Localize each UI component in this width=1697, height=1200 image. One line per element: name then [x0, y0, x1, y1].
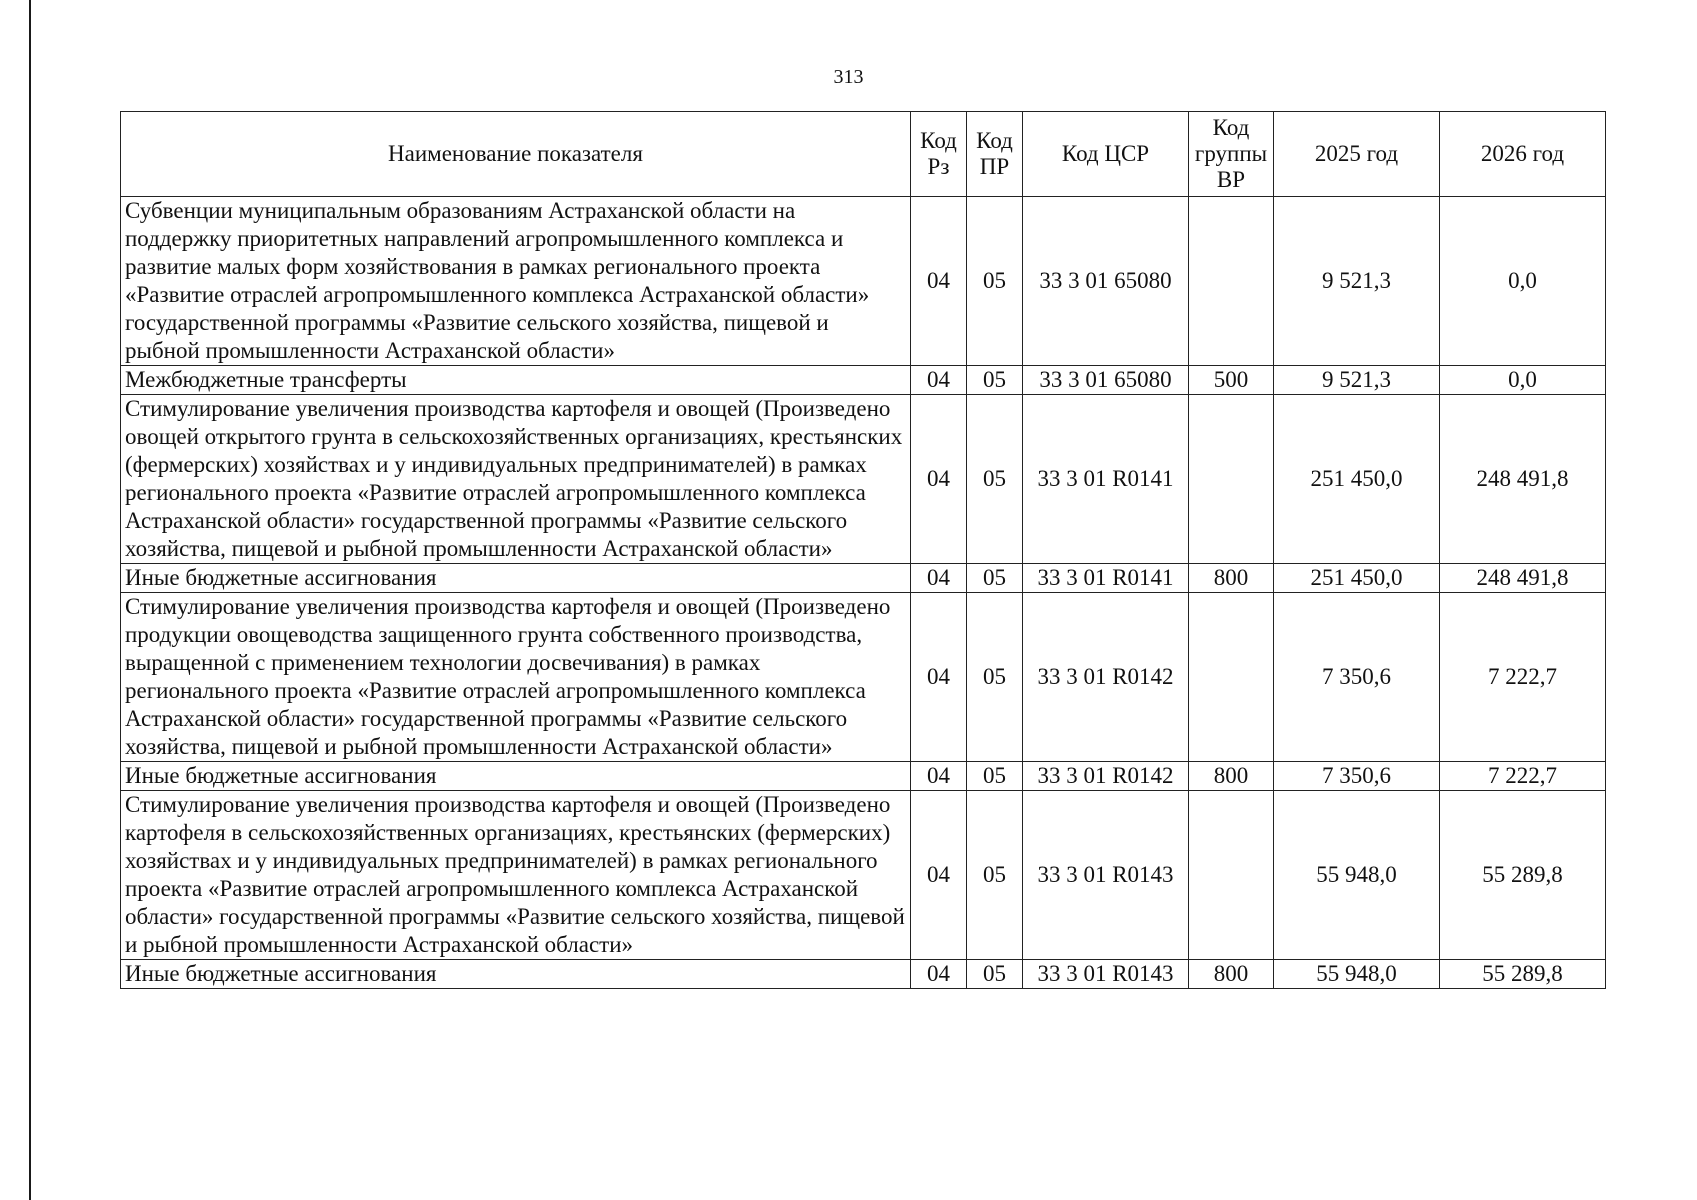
row-2026: 248 491,8: [1440, 395, 1606, 564]
row-2026: 7 222,7: [1440, 762, 1606, 791]
row-pr: 05: [967, 593, 1023, 762]
table-row: [121, 395, 1606, 564]
row-name: Иные бюджетные ассигнования: [121, 960, 911, 989]
row-csr: 33 3 01 65080: [1023, 197, 1189, 366]
row-name: Иные бюджетные ассигнования: [121, 564, 911, 593]
row-rz: 04: [911, 762, 967, 791]
row-vr: 800: [1189, 564, 1274, 593]
row-vr: [1189, 197, 1274, 366]
header-vr-line: ВР: [1216, 167, 1246, 192]
row-2026: 55 289,8: [1440, 791, 1606, 960]
table-row: [121, 593, 1606, 762]
header-pr-line: ПР: [979, 154, 1010, 179]
row-csr: 33 3 01 R0142: [1023, 593, 1189, 762]
row-rz: 04: [911, 593, 967, 762]
row-rz: 04: [911, 564, 967, 593]
row-vr: [1189, 791, 1274, 960]
table-row: [121, 197, 1606, 366]
row-rz: 04: [911, 197, 967, 366]
header-2025: 2025 год: [1274, 112, 1440, 197]
header-vr-line: Код: [1212, 115, 1250, 140]
row-2026: 0,0: [1440, 197, 1606, 366]
row-vr: [1189, 395, 1274, 564]
header-rz-line: Рз: [927, 154, 950, 179]
row-name: Стимулирование увеличения производства картофеля и овощей (Произведено овощей открытого грунта в сельскохозяйственных организациях, крестьянских (фермерских) хозяйствах и у индивидуальных предпринимателей) в рамках регионального проекта «Развитие отраслей агропромышленного комплекса Астраханской области» государственной программы «Развитие сельского хозяйства, пищевой и рыбной промышленности Астраханской области»: [121, 395, 911, 564]
row-rz: 04: [911, 395, 967, 564]
row-2025: 7 350,6: [1274, 762, 1440, 791]
header-2026: 2026 год: [1440, 112, 1606, 197]
row-vr: 800: [1189, 762, 1274, 791]
header-pr: [967, 112, 1023, 197]
row-name: Стимулирование увеличения производства картофеля и овощей (Произведено продукции овощеводства защищенного грунта собственного производства, выращенной с применением технологии досвечивания) в рамках регионального проекта «Развитие отраслей агропромышленного комплекса Астраханской области» государственной программы «Развитие сельского хозяйства, пищевой и рыбной промышленности Астраханской области»: [121, 593, 911, 762]
row-2025: 9 521,3: [1274, 366, 1440, 395]
table-row: [121, 762, 1606, 791]
row-rz: 04: [911, 366, 967, 395]
row-csr: 33 3 01 R0142: [1023, 762, 1189, 791]
row-pr: 05: [967, 762, 1023, 791]
row-2025: 55 948,0: [1274, 960, 1440, 989]
row-pr: 05: [967, 960, 1023, 989]
table-row: [121, 791, 1606, 960]
header-vr: [1189, 112, 1274, 197]
row-2026: 0,0: [1440, 366, 1606, 395]
page-number: 313: [833, 66, 864, 88]
row-2025: 55 948,0: [1274, 791, 1440, 960]
row-2025: 7 350,6: [1274, 593, 1440, 762]
row-name: Межбюджетные трансферты: [121, 366, 911, 395]
row-csr: 33 3 01 65080: [1023, 366, 1189, 395]
header-name: Наименование показателя: [121, 112, 911, 197]
row-name: Иные бюджетные ассигнования: [121, 762, 911, 791]
row-vr: [1189, 593, 1274, 762]
row-name: Субвенции муниципальным образованиям Астраханской области на поддержку приоритетных направлений агропромышленного комплекса и развитие малых форм хозяйствования в рамках регионального проекта «Развитие отраслей агропромышленного комплекса Астраханской области» государственной программы «Развитие сельского хозяйства, пищевой и рыбной промышленности Астраханской области»: [121, 197, 911, 366]
row-pr: 05: [967, 791, 1023, 960]
row-csr: 33 3 01 R0141: [1023, 395, 1189, 564]
row-pr: 05: [967, 366, 1023, 395]
table-row: [121, 564, 1606, 593]
table-header-row: [121, 112, 1606, 197]
row-2026: 7 222,7: [1440, 593, 1606, 762]
budget-table: [120, 111, 1606, 989]
row-vr: 500: [1189, 366, 1274, 395]
row-2025: 9 521,3: [1274, 197, 1440, 366]
row-csr: 33 3 01 R0143: [1023, 791, 1189, 960]
table-row: [121, 366, 1606, 395]
margin-rule: [29, 0, 31, 1200]
row-rz: 04: [911, 791, 967, 960]
header-rz: [911, 112, 967, 197]
table-row: [121, 960, 1606, 989]
row-csr: 33 3 01 R0141: [1023, 564, 1189, 593]
row-rz: 04: [911, 960, 967, 989]
row-vr: 800: [1189, 960, 1274, 989]
header-csr: Код ЦСР: [1023, 112, 1189, 197]
row-pr: 05: [967, 395, 1023, 564]
row-pr: 05: [967, 564, 1023, 593]
header-rz-line: Код: [920, 128, 957, 153]
row-2025: 251 450,0: [1274, 564, 1440, 593]
row-name: Стимулирование увеличения производства картофеля и овощей (Произведено картофеля в сельскохозяйственных организациях, крестьянских (фермерских) хозяйствах и у индивидуальных предпринимателей) в рамках регионального проекта «Развитие отраслей агропромышленного комплекса Астраханской области» государственной программы «Развитие сельского хозяйства, пищевой и рыбной промышленности Астраханской области»: [121, 791, 911, 960]
row-2025: 251 450,0: [1274, 395, 1440, 564]
row-csr: 33 3 01 R0143: [1023, 960, 1189, 989]
header-pr-line: Код: [976, 128, 1013, 153]
header-vr-line: группы: [1194, 141, 1268, 166]
row-pr: 05: [967, 197, 1023, 366]
row-2026: 55 289,8: [1440, 960, 1606, 989]
row-2026: 248 491,8: [1440, 564, 1606, 593]
